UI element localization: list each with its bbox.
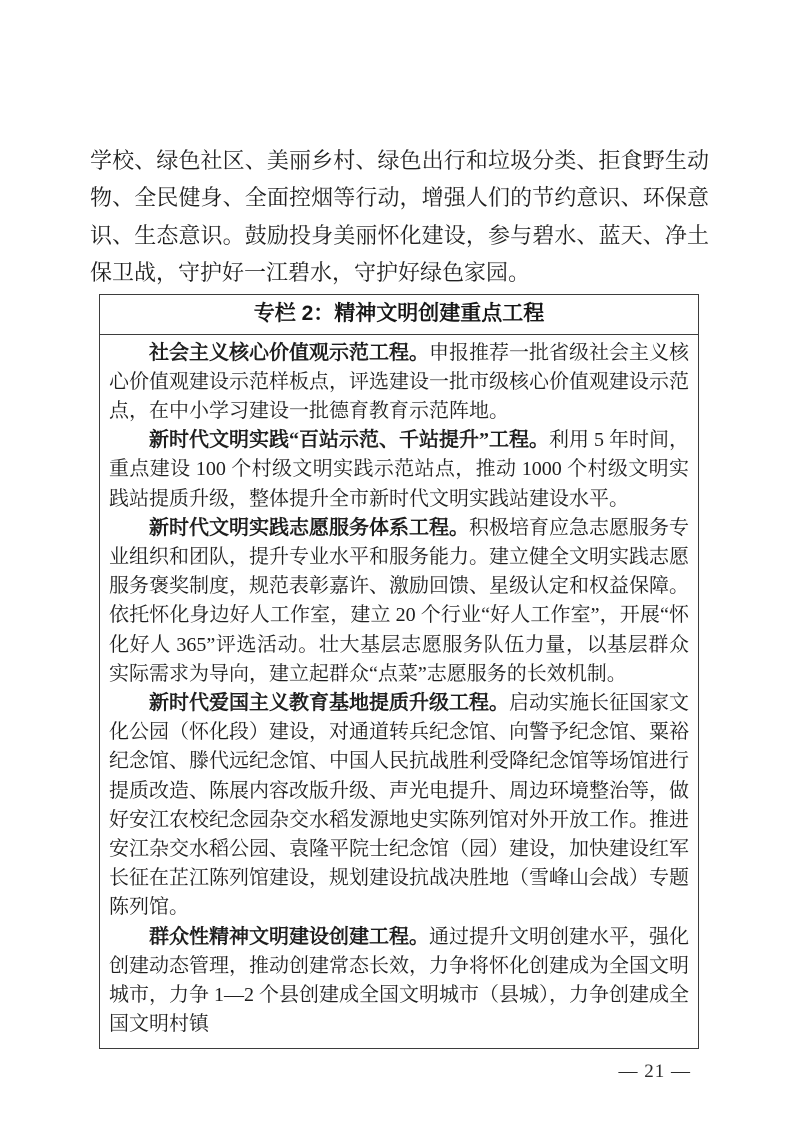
paragraph-lead: 新时代爱国主义教育基地提质升级工程。 — [149, 692, 509, 715]
page-number: — 21 — — [618, 1060, 691, 1082]
panel-title: 专栏 2：精神文明创建重点工程 — [100, 295, 698, 335]
paragraph-text: 申报推荐一批省级社会主义核心价值观建设示范样板点，评选建设一批市级核心价值观建设示范点，在中小学习建设一批德育教育示范阵地。 — [109, 341, 689, 423]
paragraph-text: 启动实施长征国家文化公园（怀化段）建设，对通道转兵纪念馆、向警予纪念馆、粟裕纪念馆、滕代远纪念馆、中国人民抗战胜利受降纪念馆等场馆进行提质改造、陈展内容改版升级、声光电提升、周边环境整治等，做好安江农校纪念园杂交水稻发源地史实陈列馆对外开放工作。推进安江杂交水稻公园、袁隆平院士纪念馆（园）建设，加快建设红军长征在芷江陈列馆建设，规划建设抗战决胜地（雪峰山会战）专题陈列馆。 — [109, 692, 689, 919]
panel-paragraph-patriotism-education — [109, 689, 689, 923]
paragraph-text: 积极培育应急志愿服务专业组织和团队，提升专业水平和服务能力。建立健全文明实践志愿服务褒奖制度，规范表彰嘉许、激励回馈、星级认定和权益保障。依托怀化身边好人工作室，建立 20 个行业“好人工作室”，开展“怀化好人 365”评选活动。壮大基层志愿服务队伍力量，以基层群众实际需求为导向，建立起群众“点菜”志愿服务的长效机制。 — [109, 516, 689, 685]
panel-paragraph-civilization-stations — [109, 426, 689, 514]
intro-paragraph: 学校、绿色社区、美丽乡村、绿色出行和垃圾分类、拒食野生动物、全民健身、全面控烟等行动，增强人们的节约意识、环保意识、生态意识。鼓励投身美丽怀化建设，参与碧水、蓝天、净土保卫战，守护好一江碧水，守护好绿色家园。 — [90, 148, 709, 286]
paragraph-lead: 新时代文明实践“百站示范、千站提升”工程。 — [149, 429, 549, 452]
panel-paragraph-core-values — [109, 339, 689, 427]
paragraph-lead: 群众性精神文明建设创建工程。 — [149, 925, 429, 948]
panel-paragraph-volunteer-service — [109, 514, 689, 689]
paragraph-text: 利用 5 年时间，重点建设 100 个村级文明实践示范站点，推动 1000 个村级文明实践站提质升级，整体提升全市新时代文明实践站建设水平。 — [109, 429, 689, 510]
panel-body — [100, 335, 698, 1048]
paragraph-lead: 社会主义核心价值观示范工程。 — [149, 341, 429, 364]
paragraph-lead: 新时代文明实践志愿服务体系工程。 — [149, 516, 469, 539]
panel-paragraph-mass-civilization — [109, 923, 689, 1040]
paragraph-text: 通过提升文明创建水平，强化创建动态管理，推动创建常态长效，力争将怀化创建成为全国文明城市，力争 1—2 个县创建成全国文明城市（县城），力争创建成全国文明村镇 — [109, 925, 689, 1036]
special-column-panel — [99, 294, 699, 1049]
